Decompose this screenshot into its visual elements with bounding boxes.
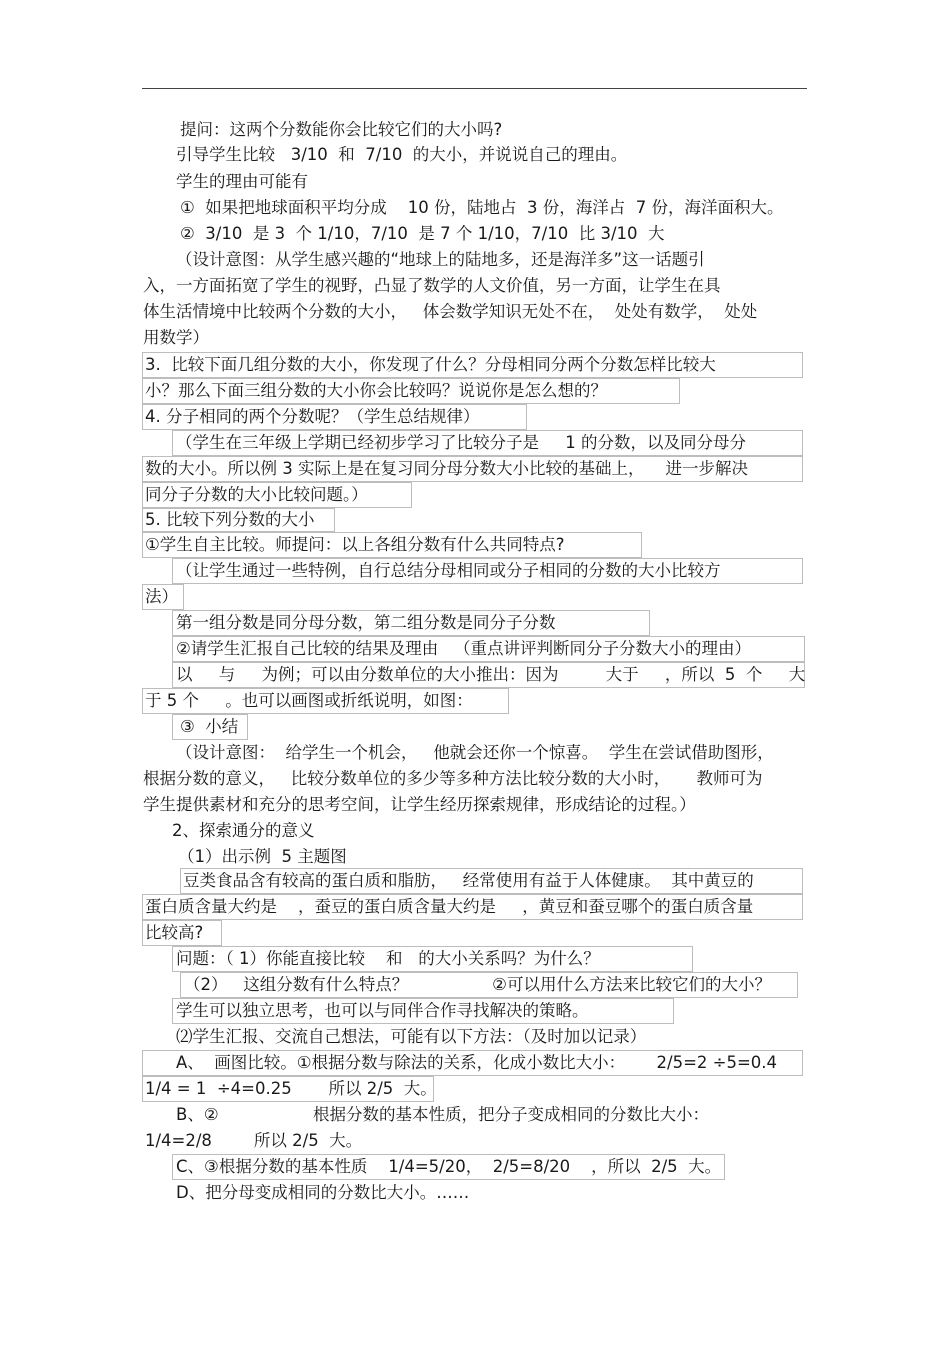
text-line: 3. 比较下面几组分数的大小，你发现了什么？分母相同分两个分数怎样比较大 [145, 355, 716, 374]
text-line: 体生活情境中比较两个分数的大小， 体会数学知识无处不在， 处处有数学， 处处 [143, 302, 758, 321]
text-line: 第一组分数是同分母分数，第二组分数是同分子分数 [176, 613, 556, 632]
text-line: 引导学生比较 3/10 和 7/10 的大小，并说说自己的理由。 [176, 145, 628, 164]
header-rule [142, 88, 807, 89]
text-line: 法） [145, 587, 178, 606]
text-line: ② 3/10 是 3 个 1/10，7/10 是 7 个 1/10，7/10 比 3/10 大 [180, 224, 665, 243]
text-line: 入，一方面拓宽了学生的视野，凸显了数学的人文价值，另一方面，让学生在具 [143, 276, 721, 295]
text-line: 4. 分子相同的两个分数呢？（学生总结规律） [145, 407, 480, 426]
text-line: ①学生自主比较。师提问：以上各组分数有什么共同特点? [145, 535, 565, 554]
text-line: ⑵学生汇报、交流自己想法，可能有以下方法：（及时加以记录） [176, 1027, 647, 1046]
text-line: 小？那么下面三组分数的大小你会比较吗？说说你是怎么想的？ [145, 381, 607, 400]
text-line: B、② 根据分数的基本性质，把分子变成相同的分数比大小： [176, 1105, 710, 1124]
text-line: （让学生通过一些特例，自行总结分母相同或分子相同的分数的大小比较方 [176, 561, 721, 580]
text-line: 比较高? [145, 923, 204, 942]
text-line: 数的大小。所以例 3 实际上是在复习同分母分数大小比较的基础上， 进一步解决 [145, 459, 748, 478]
text-line: 豆类食品含有较高的蛋白质和脂肪， 经常使用有益于人体健康。 其中黄豆的 [183, 871, 754, 890]
text-line: ③ 小结 [180, 717, 239, 736]
text-line: 学生提供素材和充分的思考空间，让学生经历探索规律，形成结论的过程。） [143, 795, 696, 814]
text-line: 于 5 个 。也可以画图或折纸说明，如图： [145, 691, 473, 710]
text-line: 1/4 = 1 ÷4=0.25 所以 2/5 大。 [145, 1079, 437, 1098]
text-line: A、 画图比较。①根据分数与除法的关系，化成小数比大小： 2/5=2 ÷5=0.4 [176, 1053, 778, 1072]
text-line: D、把分母变成相同的分数比大小。…… [176, 1183, 470, 1202]
text-line: 学生的理由可能有 [176, 172, 308, 191]
text-line: ① 如果把地球面积平均分成 10 份，陆地占 3 份，海洋占 7 份，海洋面积大。 [180, 198, 784, 217]
text-line: （设计意图：从学生感兴趣的“地球上的陆地多，还是海洋多”这一话题引 [176, 250, 705, 269]
text-line: 提问：这两个分数能你会比较它们的大小吗? [180, 120, 503, 139]
text-line: 1/4=2/8 所以 2/5 大。 [145, 1131, 363, 1150]
text-line: 问题：（ 1）你能直接比较 和 的大小关系吗？为什么？ [176, 949, 600, 968]
text-line: 同分子分数的大小比较问题。） [145, 485, 368, 504]
text-line: ②请学生汇报自己比较的结果及理由 （重点讲评判断同分子分数大小的理由） [176, 639, 752, 658]
text-line: （2） 这组分数有什么特点？ ②可以用什么方法来比较它们的大小？ [184, 975, 771, 994]
text-line: 学生可以独立思考，也可以与同伴合作寻找解决的策略。 [176, 1001, 589, 1020]
text-line: 蛋白质含量大约是 ，蚕豆的蛋白质含量大约是 ，黄豆和蚕豆哪个的蛋白质含量 [145, 897, 754, 916]
text-line: C、③根据分数的基本性质 1/4=5/20， 2/5=8/20 ，所以 2/5 大。 [176, 1157, 722, 1176]
text-line: 5. 比较下列分数的大小 [145, 510, 315, 529]
text-line: 以 与 为例；可以由分数单位的大小推出：因为 大于 ，所以 5 个 大 [176, 665, 806, 684]
text-line: 用数学） [143, 328, 209, 347]
text-line: （设计意图： 给学生一个机会， 他就会还你一个惊喜。 学生在尝试借助图形， [176, 743, 774, 762]
text-line: （1）出示例 5 主题图 [178, 847, 347, 866]
text-line: 根据分数的意义， 比较分数单位的多少等多种方法比较分数的大小时， 教师可为 [143, 769, 763, 788]
text-line: 2、探索通分的意义 [172, 821, 315, 840]
text-line: （学生在三年级上学期已经初步学习了比较分子是 1 的分数，以及同分母分 [176, 433, 746, 452]
